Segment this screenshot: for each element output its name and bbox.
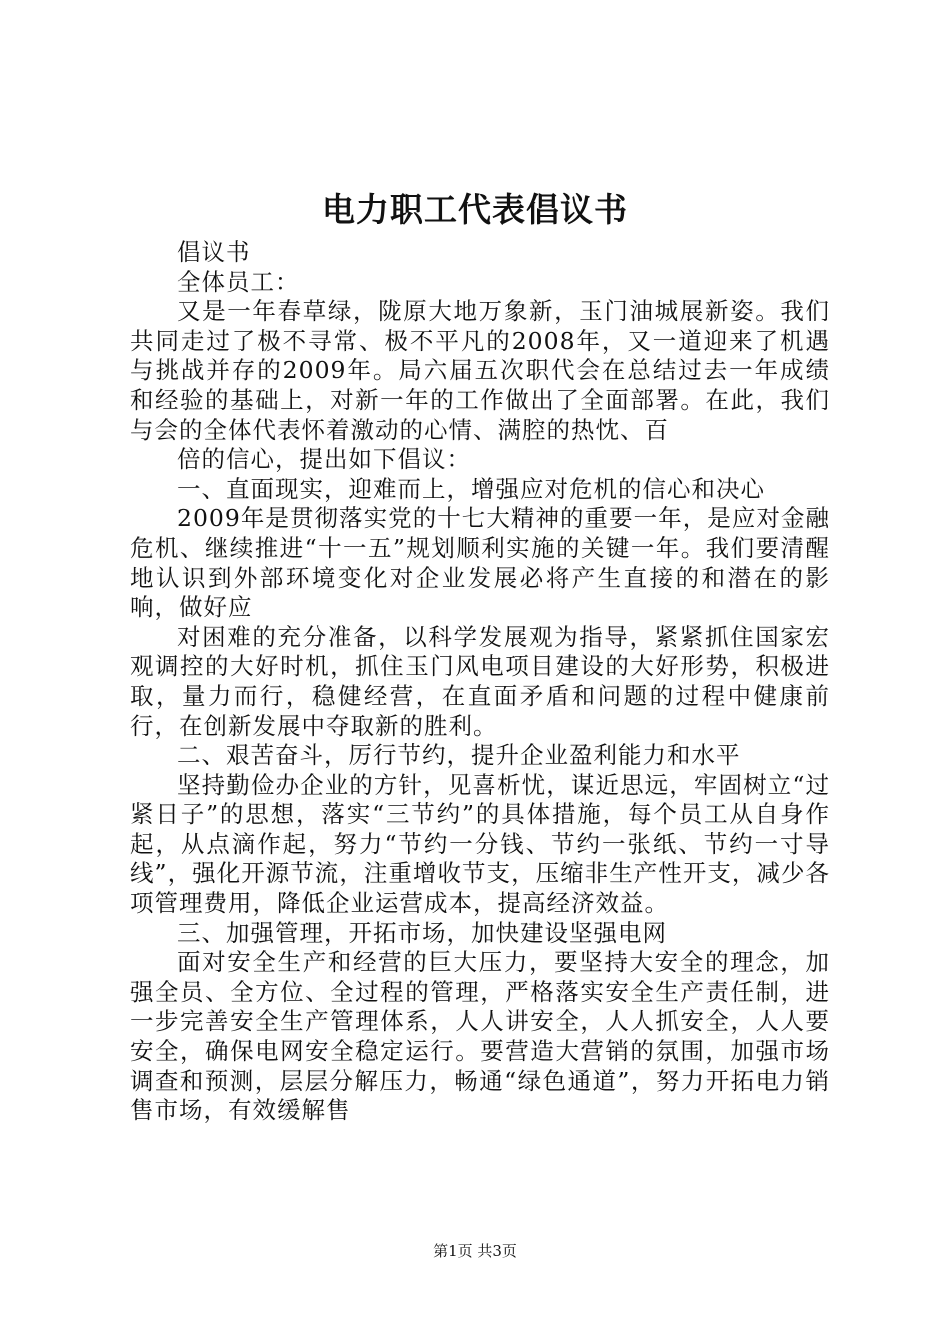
paragraph: 又是一年春草绿，陇原大地万象新，玉门油城展新姿。我们共同走过了极不寻常、极不平凡的2008年，又一道迎来了机遇与挑战并存的2009年。局六届五次职代会在总结过去一年成绩和经验的基础上，对新一年的工作做出了全面部署。在此，我们与会的全体代表怀着激动的心情、满腔的热忱、百: [130, 297, 830, 444]
paragraph: 坚持勤俭办企业的方针，见喜析忧，谋近思远，牢固树立“过紧日子”的思想，落实“三节约”的具体措施，每个员工从自身作起，从点滴作起，努力“节约一分钱、节约一张纸、节约一寸导线”，强化开源节流，注重增收节支，压缩非生产性开支，减少各项管理费用，降低企业运营成本，提高经济效益。: [130, 770, 830, 918]
paragraph: 倍的信心，提出如下倡议：: [177, 445, 471, 474]
document-body: [130, 238, 830, 1126]
section-heading-1: 一、直面现实，迎难而上，增强应对危机的信心和决心: [177, 474, 765, 503]
page-footer: 第1页 共3页: [433, 1242, 517, 1260]
section-heading-3: 三、加强管理，开拓市场，加快建设坚强电网: [177, 918, 667, 947]
paragraph: 2009年是贯彻落实党的十七大精神的重要一年，是应对金融危机、继续推进“十一五”规划顺利实施的关键一年。我们要清醒地认识到外部环境变化对企业发展必将产生直接的和潜在的影响，做好应: [130, 504, 830, 622]
section-heading-2: 二、艰苦奋斗，厉行节约，提升企业盈利能力和水平: [177, 741, 741, 770]
paragraph: 面对安全生产和经营的巨大压力，要坚持大安全的理念，加强全员、全方位、全过程的管理，严格落实安全生产责任制，进一步完善安全生产管理体系，人人讲安全，人人抓安全，人人要安全，确保电网安全稳定运行。要营造大营销的氛围，加强市场调查和预测，层层分解压力，畅通“绿色通道”，努力开拓电力销售市场，有效缓解售: [130, 948, 830, 1125]
paragraph-salutation: 全体员工：: [177, 267, 300, 296]
paragraph-heading: 倡议书: [177, 238, 251, 266]
paragraph: 对困难的充分准备，以科学发展观为指导，紧紧抓住国家宏观调控的大好时机，抓住玉门风电项目建设的大好形势，积极进取，量力而行，稳健经营，在直面矛盾和问题的过程中健康前行，在创新发展中夺取新的胜利。: [130, 622, 830, 740]
document-title: 电力职工代表倡议书: [322, 190, 628, 229]
